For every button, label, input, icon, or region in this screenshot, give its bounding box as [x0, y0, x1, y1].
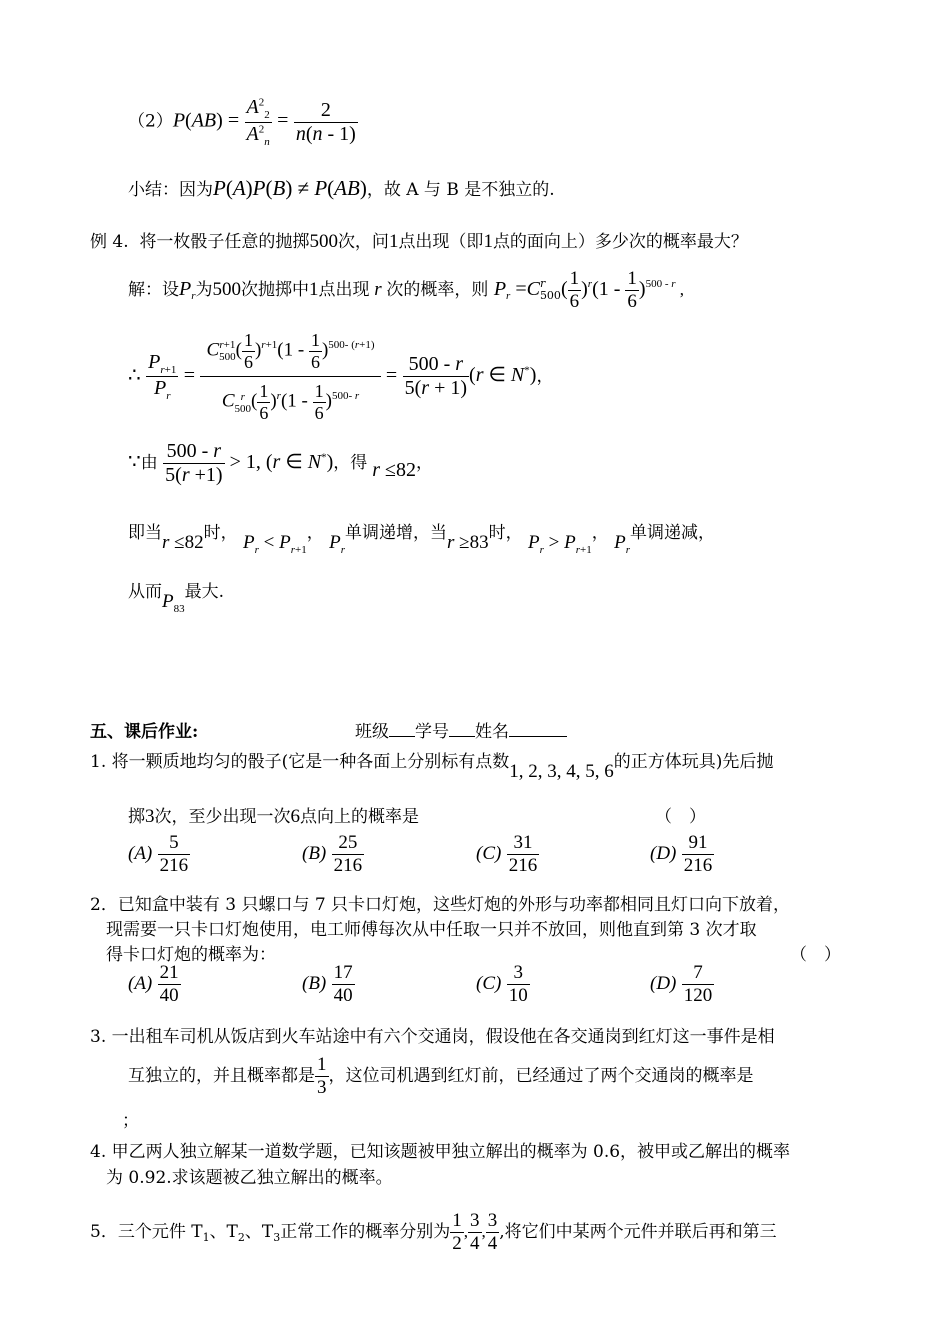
q2-line1: 2．已知盒中装有 3 只螺口与 7 只卡口灯炮，这些灯炮的外形与功率都相同且灯口向下放着， — [90, 895, 791, 915]
q2-option-d: (D) $\frac{7}{120}$ — [650, 962, 713, 1006]
q2-line3: 得卡口灯炮的概率为： — [106, 945, 276, 965]
q3-line2: 互独立的，并且概率都是 $\frac{1}{3}$ ，这位司机遇到红灯前，已经通过了两个交通岗的概率是 — [128, 1054, 754, 1098]
q1-option-b: (B) $\frac{25}{216}$ — [302, 832, 363, 876]
summary-line: 小结：因为P(A)P(B) ≠ P(AB)，故 A 与 B 是不独立的. — [128, 176, 555, 200]
q2-option-b: (B) $\frac{17}{40}$ — [302, 962, 353, 1006]
part2-formula: （2）P(AB) = $\frac{A^2_2}{A^2_n}$ = $\frac{2}{n(n - 1)}$ — [128, 96, 356, 148]
q1-options — [128, 832, 824, 877]
q3-line1: 3. 一出租车司机从饭店到火车站途中有六个交通岗，假设他在各交通岗到红灯这一事件是相 — [90, 1027, 775, 1047]
q1-option-d: (D) $\frac{91}{216}$ — [650, 832, 713, 876]
q2-paren: （ ） — [790, 945, 841, 965]
ratio-formula: ∴ $\frac{P_{r+1}}{P_r}$ = Cr+1 500( $\frac{1}{6}$ )$^{r+1}$(1 - $\frac{1}{6}$ )$^{500- (r+1)}$ C r 500( $\frac{1}{6}$ )$^r$(1 - $\frac{1}{6}$ )$^{500- r}$ = $\frac{500 - r}{5(r + 1)}$ (r ∈ N*)， — [128, 330, 554, 424]
part2-label: （2） — [128, 111, 173, 132]
q1-option-a: (A) $\frac{5}{216}$ — [128, 832, 189, 876]
q1-line1: 1. 将一颗质地均匀的骰子(它是一种各面上分别标有点数1, 2, 3, 4, 5, 6的正方体玩具)先后抛 — [90, 752, 774, 782]
q1-line2: 掷3次，至少出现一次6点向上的概率是 — [128, 806, 419, 827]
example4-question: 例 4. 将一枚骰子任意的抛掷500次，问1点出现（即1点的面向上）多少次的概率最大？ — [90, 231, 748, 252]
q2-option-c: (C) $\frac{3}{10}$ — [476, 962, 528, 1006]
example4-solution-line: 解：设$P_r$为500次抛掷中1点出现 r 次的概率，则 $P_r =Cr$ 500( $\frac{1}{6}$ )$^r$(1 - $\frac{1}{6}$ )$^{500 - r}$ , — [128, 268, 685, 312]
q2-options — [128, 962, 824, 1007]
conclusion-line: 从而$P_{83}$最大. — [128, 582, 225, 615]
homework-heading: 五、课后作业: — [90, 722, 199, 742]
q1-option-c: (C) $\frac{31}{216}$ — [476, 832, 538, 876]
q2-line2: 现需要一只卡口灯炮使用，电工师傅每次从中任取一只并不放回，则他直到第 3 次才取 — [106, 920, 757, 940]
q1-paren: （ ） — [655, 807, 706, 827]
student-info: 班级 学号 姓名 — [355, 717, 567, 742]
because-line: ∵由 $\frac{500 - r}{5(r +1)}$ > 1, (r ∈ N*)，得 r ≤82， — [128, 440, 434, 486]
q3-line3: ； — [122, 1111, 139, 1131]
q5-line1: 5．三个元件 $T_1$、$T_2$、$T_3$正常工作的概率分别为 $\frac{1}{2}$ , $\frac{3}{4}$ , $\frac{3}{4}$ ,将它们中某两个元件并联后再和第三 — [90, 1210, 777, 1254]
monotonic-line: 即当r ≤82时， $P_r < P_{r+1}$， $P_r$单调递增，当r ≥83时， $P_r > P_{r+1}$， $P_r$单调递减， — [128, 523, 716, 556]
q4-line1: 4. 甲乙两人独立解某一道数学题，已知该题被甲独立解出的概率为 0.6，被甲或乙解出的概率 — [90, 1142, 791, 1162]
q4-line2: 为 0.92.求该题被乙独立解出的概率。 — [106, 1168, 393, 1188]
q2-option-a: (A) $\frac{21}{40}$ — [128, 962, 179, 1006]
